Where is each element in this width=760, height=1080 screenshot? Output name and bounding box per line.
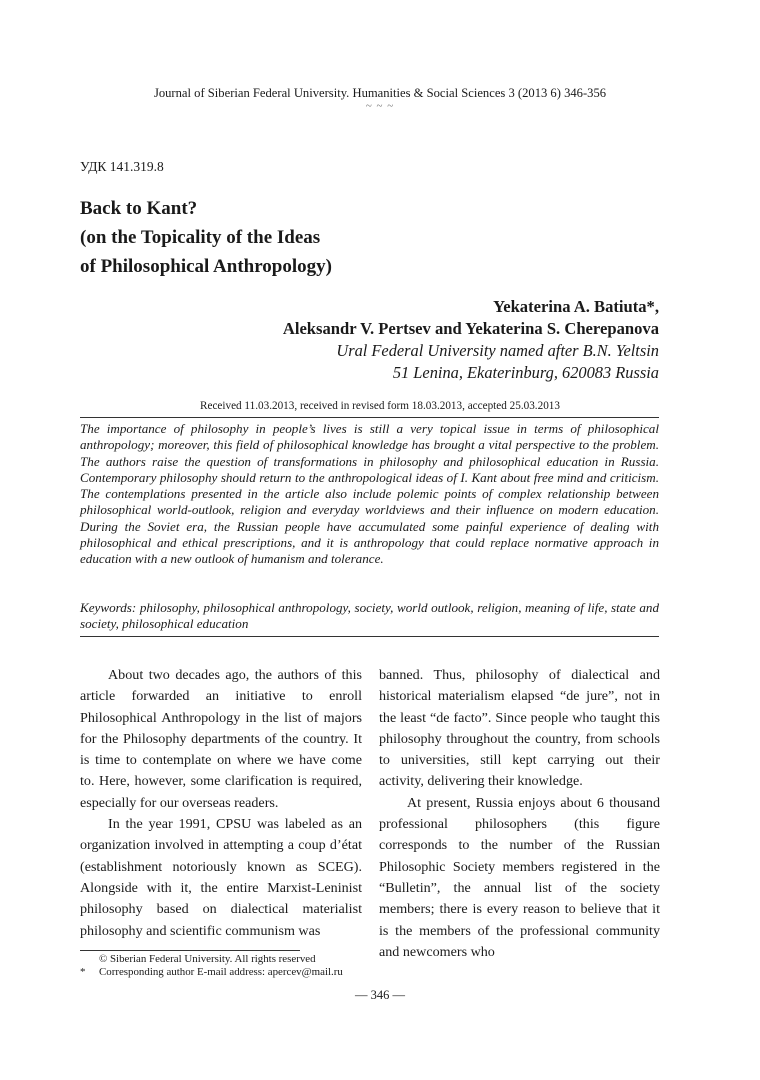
title-line-2: (on the Topicality of the Ideas <box>80 227 321 248</box>
corresponding-text: Corresponding author E-mail address: apercev@mail.ru <box>99 966 343 978</box>
affiliation-line-1: Ural Federal University named after B.N. Yeltsin <box>336 341 659 360</box>
udk-code: УДК 141.319.8 <box>80 159 164 174</box>
article-title <box>80 194 332 281</box>
paragraph: About two decades ago, the authors of this article forwarded an initiative to enroll Philosophical Anthropology in the list of majors for the Philosophy departments of the country. It is time to contemplate on where we have come to. Here, however, some clarification is required, especially for our overseas readers. <box>80 667 362 811</box>
author-line-1: Yekaterina A. Batiuta*, <box>493 297 659 316</box>
copyright-text: © Siberian Federal University. All rights reserved <box>99 953 316 965</box>
header-separator: ~ ~ ~ <box>365 100 395 112</box>
abstract-bottom-rule <box>80 636 659 637</box>
keywords: Keywords: philosophy, philosophical anthropology, society, world outlook, religion, meaning of life, state and society, philosophical education <box>80 600 659 632</box>
footnote-corresponding <box>80 966 343 979</box>
footnote-copyright <box>80 953 316 966</box>
authors-block <box>283 296 659 384</box>
affiliation-line-2: 51 Lenina, Ekaterinburg, 620083 Russia <box>392 363 659 382</box>
abstract-top-rule <box>80 417 659 418</box>
body-column-right <box>379 665 660 963</box>
footnote-rule <box>80 950 300 951</box>
paragraph: At present, Russia enjoys about 6 thousand professional philosophers (this figure corresponds to the number of the Russian Philosophic Society members registered in the “Bulletin”, the annual list of the society members; there is every reason to believe that it is the members of the professional community and newcomers who <box>379 794 660 960</box>
title-line-1: Back to Kant? <box>80 198 198 219</box>
paragraph: In the year 1991, CPSU was labeled as an organization involved in attempting a coup d’état (establishment notoriously known as SCEG). Alongside with it, the entire Marxist-Leninist philosophy based on dialectical materialist philosophy and scientific communism was <box>80 816 362 939</box>
author-line-2: Aleksandr V. Pertsev and Yekaterina S. Cherepanova <box>282 319 659 338</box>
body-column-left <box>80 665 362 942</box>
title-line-3: of Philosophical Anthropology) <box>80 256 332 277</box>
received-dates: Received 11.03.2013, received in revised form 18.03.2013, accepted 25.03.2013 <box>200 400 560 412</box>
footnote-mark: * <box>80 966 86 978</box>
journal-header: Journal of Siberian Federal University. Humanities & Social Sciences 3 (2013 6) 346-356 <box>153 86 607 100</box>
paragraph: banned. Thus, philosophy of dialectical and historical materialism elapsed “de jure”, not in the least “de facto”. Since people who taught this philosophy throughout the country, from schools to universities, still kept carrying out their activity, delivering their knowledge. <box>379 667 660 790</box>
abstract: The importance of philosophy in people’s lives is still a very topical issue in terms of philosophical anthropology; moreover, this field of philosophical knowledge has brought a vital perspective to the problem. The authors raise the question of transformations in philosophy and philosophical education in Russia. Contemporary philosophy should return to the anthropological ideas of I. Kant about free mind and criticism. The contemplations presented in the article also include polemic points of complex relationship between philosophical world-outlook, religion and everyday worldviews and their influence on modern education. During the Soviet era, the Russian people have accumulated some painful experience of dealing with philosophical and ethical prescriptions, and it is anthropology that could replace normative approach in education with a new outlook of humanism and tolerance. <box>80 421 659 567</box>
page-number: — 346 — <box>355 988 405 1002</box>
